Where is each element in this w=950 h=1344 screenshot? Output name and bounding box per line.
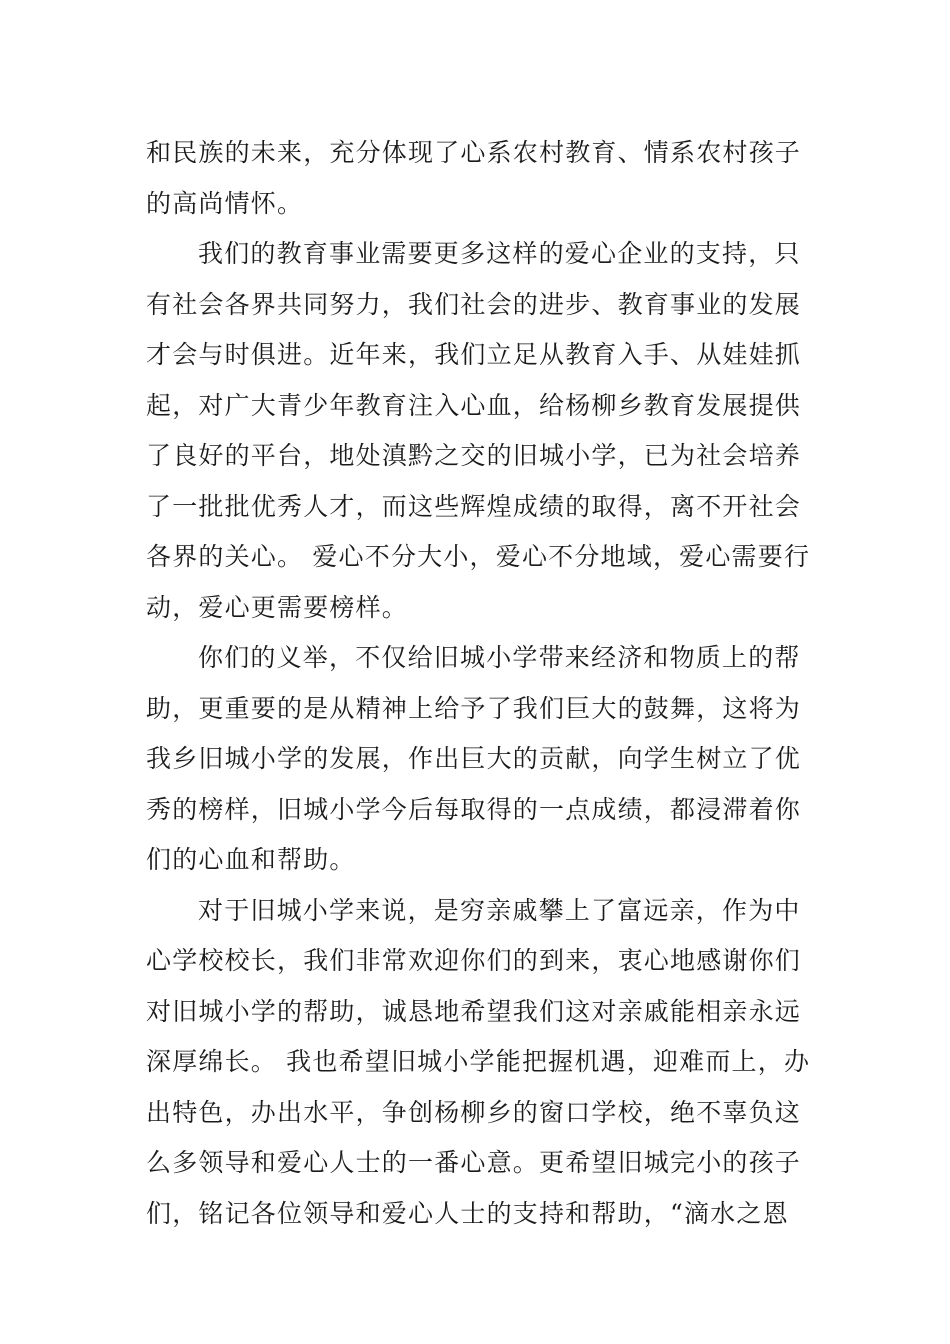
text-line: 们的心血和帮助。 — [146, 845, 356, 874]
text-line: 和民族的未来，充分体现了心系农村教育、情系农村孩子 — [146, 138, 802, 167]
text-line: 心学校校长，我们非常欢迎你们的到来，衷心地感谢你们 — [146, 946, 802, 975]
text-line: 了一批批优秀人才，而这些辉煌成绩的取得，离不开社会 — [146, 491, 802, 521]
paragraph-start-line: 你们的义举，不仅给旧城小学带来经济和物质上的帮 — [198, 643, 801, 672]
text-line: 动，爱心更需要榜样。 — [146, 592, 409, 622]
text-line: 深厚绵长。 我也希望旧城小学能把握机遇，迎难而上，办 — [146, 1047, 811, 1076]
text-line: 么多领导和爱心人士的一番心意。更希望旧城完小的孩子 — [146, 1148, 802, 1177]
text-line: 有社会各界共同努力，我们社会的进步、教育事业的发展 — [146, 289, 802, 319]
text-line: 的高尚情怀。 — [146, 188, 304, 218]
text-line: 出特色，办出水平，争创杨柳乡的窗口学校，绝不辜负这 — [146, 1097, 802, 1127]
text-line: 各界的关心。 爱心不分大小，爱心不分地域，爱心需要行 — [146, 542, 811, 571]
document-body — [146, 128, 811, 1239]
paragraph-start-line: 对于旧城小学来说，是穷亲戚攀上了富远亲，作为中 — [198, 895, 801, 925]
text-line: 起，对广大青少年教育注入心血，给杨柳乡教育发展提供 — [146, 390, 802, 420]
text-line: 我乡旧城小学的发展，作出巨大的贡献，向学生树立了优 — [146, 744, 802, 773]
text-line: 对旧城小学的帮助，诚恳地希望我们这对亲戚能相亲永远 — [146, 996, 802, 1026]
text-line: 们，铭记各位领导和爱心人士的支持和帮助，“滴水之恩 — [146, 1198, 789, 1228]
text-line: 才会与时俱进。近年来，我们立足从教育入手、从娃娃抓 — [146, 340, 802, 369]
text-line: 秀的榜样，旧城小学今后每取得的一点成绩，都浸滞着你 — [146, 794, 802, 824]
text-line: 助，更重要的是从精神上给予了我们巨大的鼓舞，这将为 — [146, 693, 802, 723]
paragraph-start-line: 我们的教育事业需要更多这样的爱心企业的支持，只 — [198, 239, 801, 268]
text-line: 了良好的平台，地处滇黔之交的旧城小学，已为社会培养 — [146, 441, 802, 470]
